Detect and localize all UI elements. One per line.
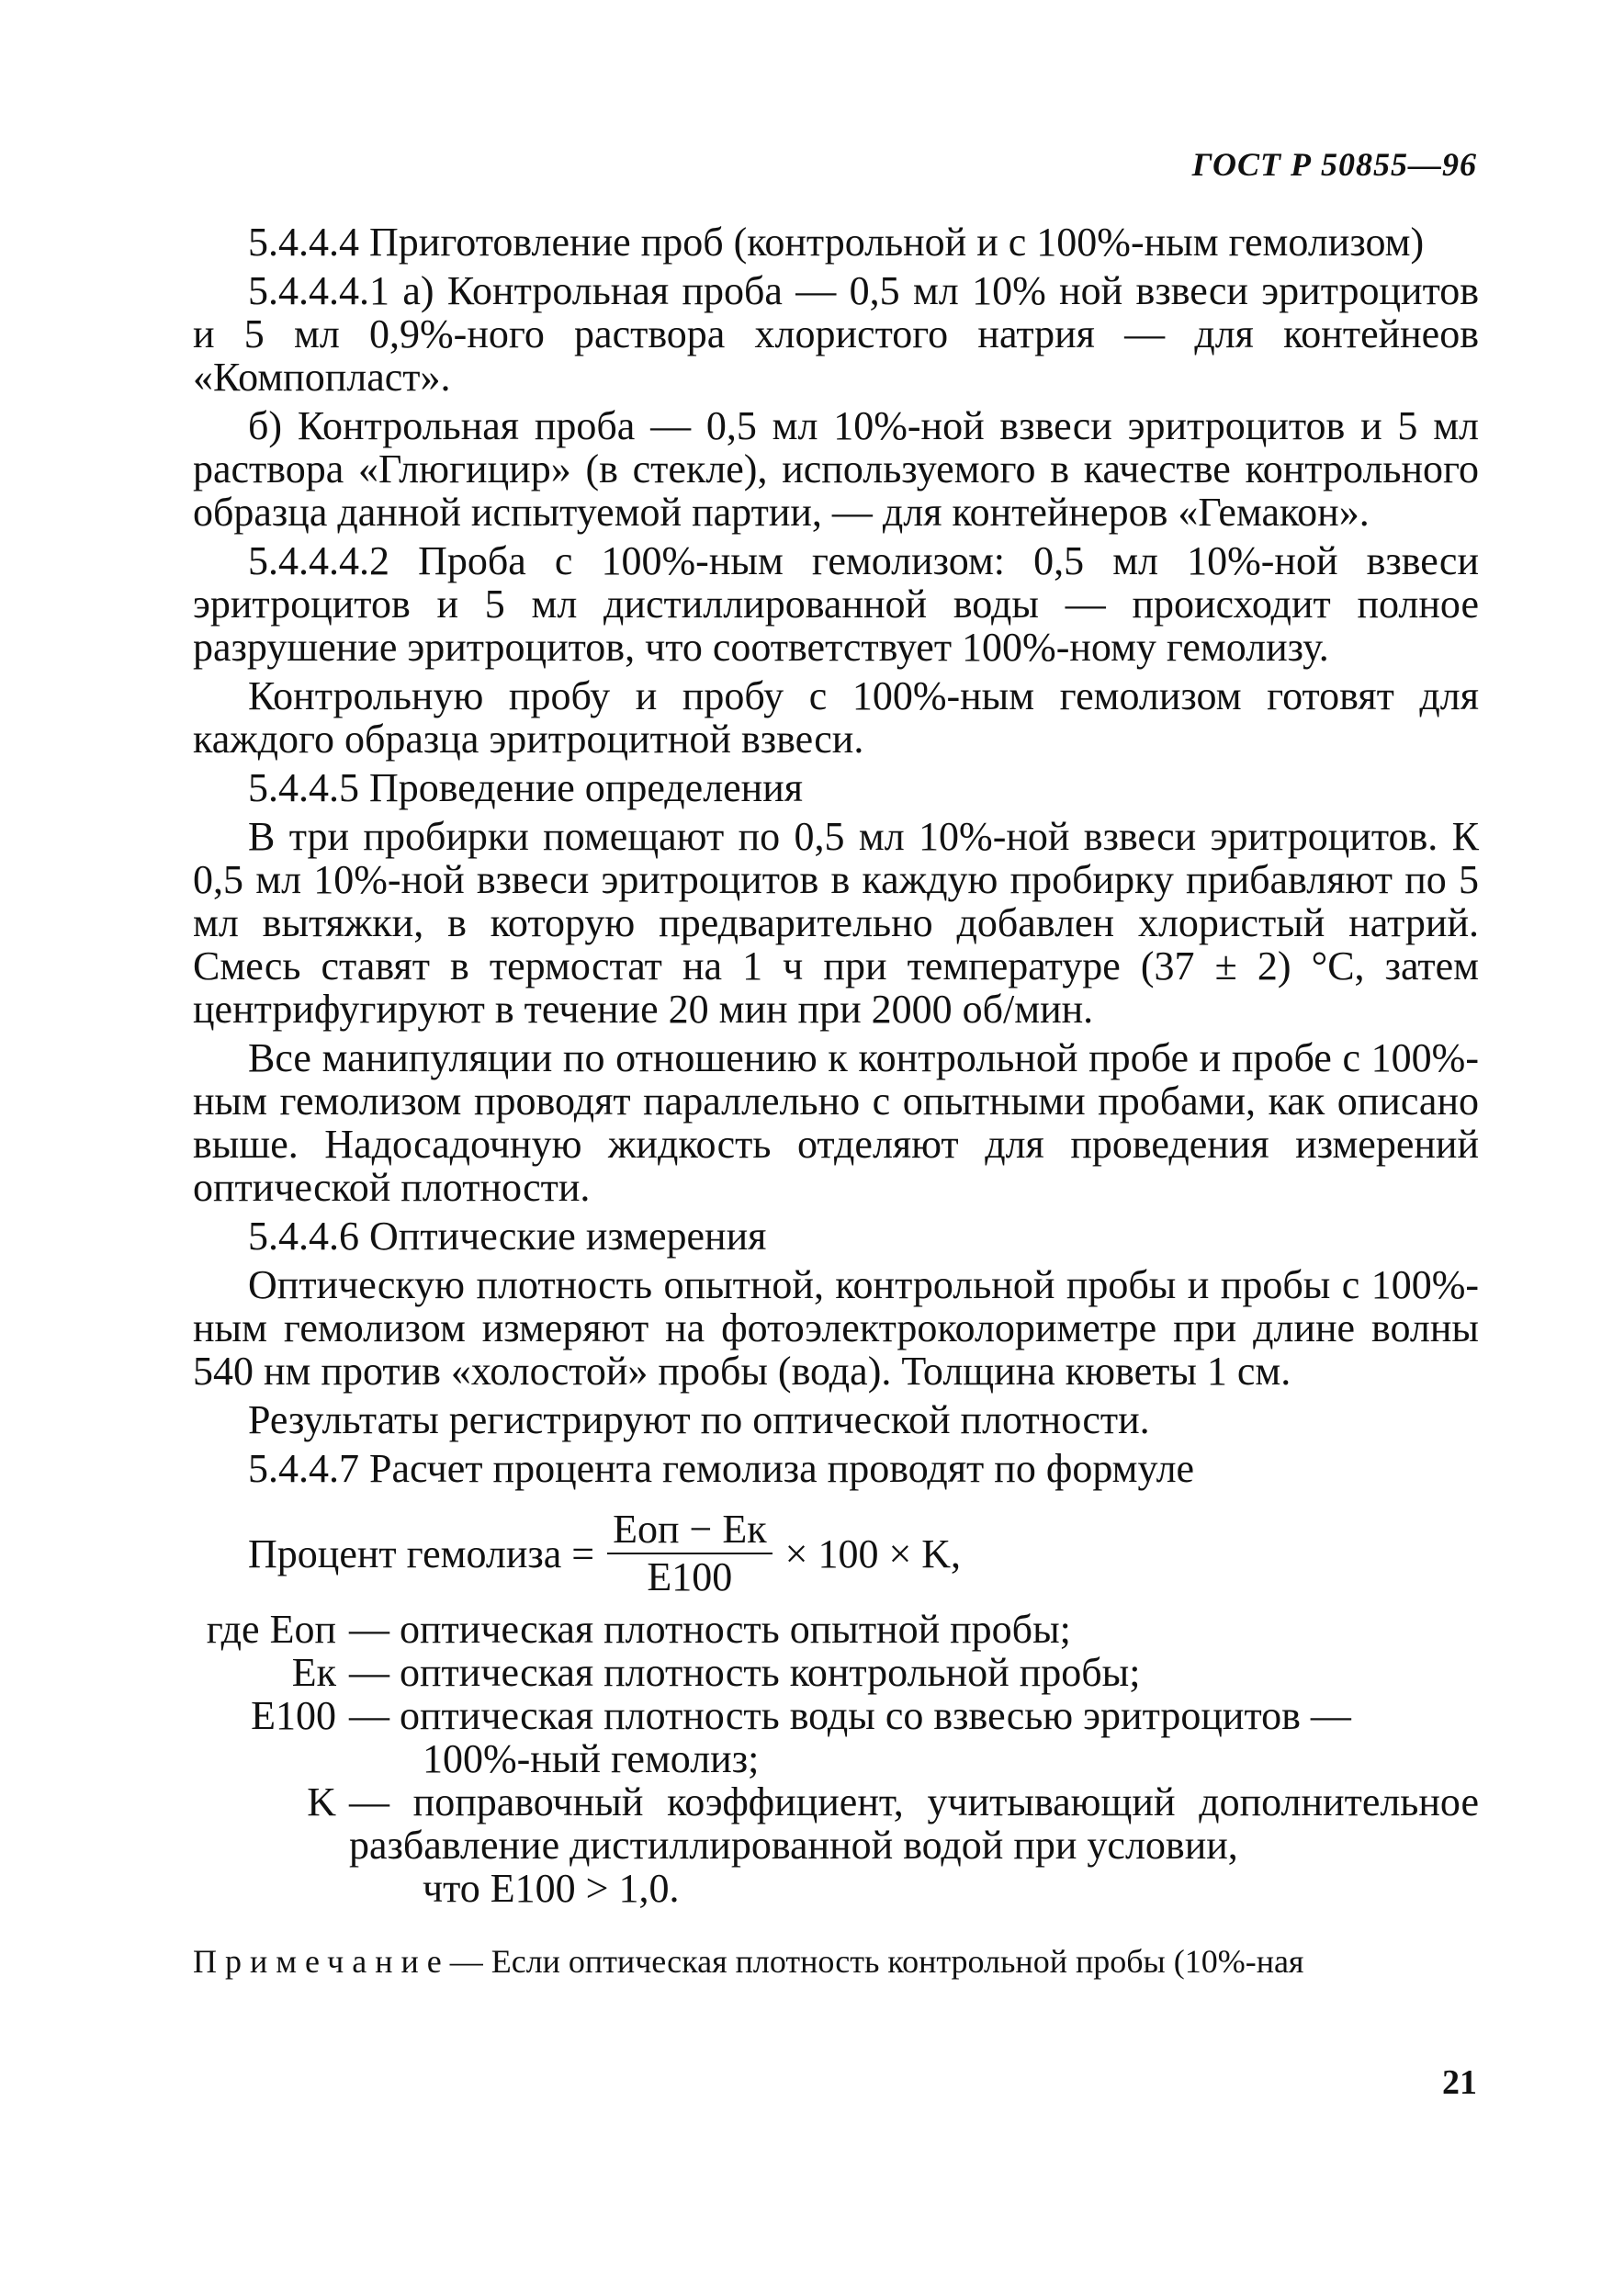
paragraph: В три пробирки помещают по 0,5 мл 10%-ной взвеси эритроцитов. К 0,5 мл 10%-ной взвеси эритроцитов в каждую пробирку прибавляют по 5 мл вытяжки, в которую предварительно добавлен хлористый натрий. Смесь ставят в термостат на 1 ч при температуре (37 ± 2) °С, затем центрифугируют в течение 20 мин при 2000 об/мин. (193, 814, 1479, 1032)
section-heading: 5.4.4.5 Проведение определения (248, 765, 804, 810)
formula-rhs: × 100 × K, (784, 1531, 962, 1576)
paragraph: 5.4.4.4 Приготовление проб (контрольной и с 100%-ным гемолизом) (248, 220, 1425, 265)
paragraph: 5.4.4.4.1 а) Контрольная проба — 0,5 мл 10% ной взвеси эритроцитов и 5 мл 0,9%-ного раствора хлористого натрия — для контейнеов «Компопласт». (193, 268, 1479, 400)
note (193, 1941, 1479, 1982)
paragraph: б) Контрольная проба — 0,5 мл 10%-ной взвеси эритроцитов и 5 мл раствора «Глюгицир» (в стекле), используемого в качестве контрольного образца данной испытуемой партии, — для контейнеров «Гемакон». (193, 403, 1479, 535)
symbol-e-100: E100 (251, 1693, 336, 1738)
document-body (193, 220, 1479, 1987)
note-text: — Если оптическая плотность контрольной пробы (10%-ная (449, 1943, 1304, 1980)
symbol-k: K (307, 1779, 336, 1824)
where-item-desc: — оптическая плотность контрольной пробы; (349, 1650, 1141, 1695)
hemolysis-formula (248, 1507, 1479, 1600)
paragraph: 5.4.4.4.2 Проба с 100%-ным гемолизом: 0,5 мл 10%-ной взвеси эритроцитов и 5 мл дистиллированной воды — происходит полное разрушение эритроцитов, что соответствует 100%-ному гемолизу. (193, 538, 1479, 670)
section-heading: 5.4.4.6 Оптические измерения (248, 1214, 767, 1259)
paragraph: Оптическую плотность опытной, контрольной пробы и пробы с 100%-ным гемолизом измеряют на фотоэлектроколориметре при длине волны 540 нм против «холостой» пробы (вода). Толщина кюветы 1 см. (193, 1262, 1479, 1394)
formula-numerator: Eоп − Eк (607, 1507, 773, 1554)
page-number: 21 (1442, 2063, 1477, 2102)
where-intro: где (206, 1607, 260, 1652)
paragraph: Контрольную пробу и пробу с 100%-ным гемолизом готовят для каждого образца эритроцитной взвеси. (193, 673, 1479, 762)
where-item-symbol (193, 1608, 349, 1651)
where-item-desc: — поправочный коэффициент, учитывающий дополнительное разбавление дистиллированной водой при условии, (349, 1779, 1479, 1868)
where-item-continuation: что E100 > 1,0. (423, 1866, 680, 1911)
formula-fraction (607, 1507, 773, 1600)
document-header: ГОСТ Р 50855—96 (1191, 146, 1477, 183)
formula-denominator: E100 (647, 1554, 733, 1599)
where-item-desc: — оптическая плотность воды со взвесью эритроцитов — (349, 1693, 1351, 1738)
paragraph: Результаты регистрируют по оптической плотности. (248, 1397, 1150, 1442)
note-label: Примечание (193, 1943, 450, 1980)
section-heading: 5.4.4.7 Расчет процента гемолиза проводят по формуле (248, 1446, 1195, 1491)
symbol-e-k: Eк (291, 1650, 336, 1695)
formula-lhs: Процент гемолиза = (248, 1531, 595, 1576)
paragraph: Все манипуляции по отношению к контрольной пробе и пробе с 100%-ным гемолизом проводят параллельно с опытными пробами, как описано выше. Надосадочную жидкость отделяют для проведения измерений оптической плотности. (193, 1035, 1479, 1210)
where-item-continuation: 100%-ный гемолиз; (423, 1736, 760, 1781)
variable-definitions (193, 1608, 1479, 1910)
where-item-desc: — оптическая плотность опытной пробы; (349, 1607, 1071, 1652)
symbol-e-op: Eоп (269, 1607, 336, 1652)
